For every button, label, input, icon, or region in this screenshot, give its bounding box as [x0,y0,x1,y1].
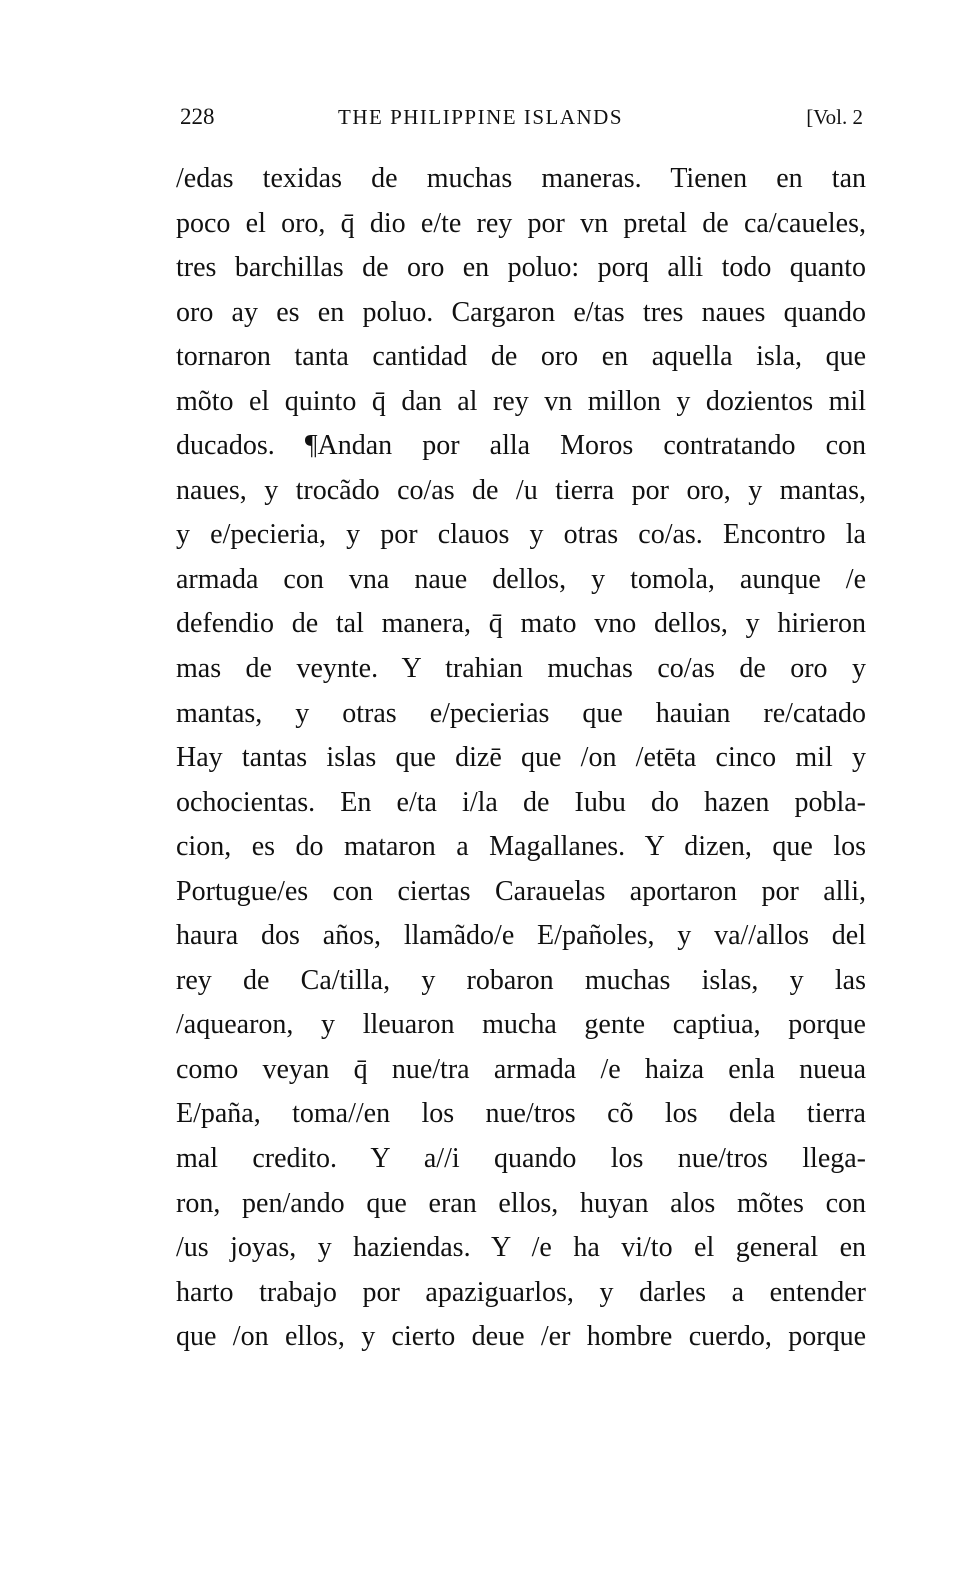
text-line: harto trabajo por apaziguarlos, y darles a entender [176,1276,866,1308]
text-line: ron, pen/ando que eran ellos, huyan alos mõtes con [176,1187,866,1219]
text-line: cion, es do mataron a Magallanes. Y dizen, que los [176,831,866,863]
text-line: y e/pecieria, y por clauos y otras co/as. Encontro la [176,519,866,551]
text-line: Hay tantas islas que dizē que /on /etēta cinco mil y [176,742,866,774]
text-line: E/paña, toma//en los nue/tros cõ los dela tierra [176,1098,866,1130]
text-line: naues, y trocãdo co/as de /u tierra por oro, y mantas, [176,474,866,506]
text-line: tornaron tanta cantidad de oro en aquella isla, que [176,341,866,373]
text-line: /aquearon, y lleuaron mucha gente captiua, porque [176,1009,866,1041]
running-header [180,100,863,134]
page-number: 228 [180,104,215,129]
text-line: ochocientas. En e/ta i/la de Iubu do hazen pobla- [176,786,866,818]
text-line: /us joyas, y haziendas. Y /e ha vi/to el general en [176,1232,866,1264]
text-line: poco el oro, q̄ dio e/te rey por vn pretal de ca/caueles, [176,207,866,239]
text-line: mal credito. Y a//i quando los nue/tros llega- [176,1143,866,1175]
body-text [176,157,866,1360]
text-line: mas de veynte. Y trahian muchas co/as de oro y [176,653,866,685]
text-line: defendio de tal manera, q̄ mato vno dellos, y hirieron [176,608,866,640]
text-line: como veyan q̄ nue/tra armada /e haiza enla nueua [176,1053,866,1085]
text-line: armada con vna naue dellos, y tomola, aunque /e [176,563,866,595]
text-line: ducados. ¶Andan por alla Moros contratando con [176,430,866,462]
text-line: oro ay es en poluo. Cargaron e/tas tres naues quando [176,296,866,328]
text-line: tres barchillas de oro en poluo: porq alli todo quanto [176,252,866,284]
text-line: Portugue/es con ciertas Carauelas aportaron por alli, [176,875,866,907]
volume-label: [Vol. 2 [806,105,863,129]
text-line: mõto el quinto q̄ dan al rey vn millon y dozientos mil [176,385,866,417]
text-line: rey de Ca/tilla, y robaron muchas islas, y las [176,964,866,996]
text-line: haura dos años, llamãdo/e E/pañoles, y va//allos del [176,920,866,952]
text-line: que /on ellos, y cierto deue /er hombre cuerdo, porque [176,1321,866,1353]
running-title: THE PHILIPPINE ISLANDS [338,105,623,129]
text-line: mantas, y otras e/pecierias que hauian re/catado [176,697,866,729]
text-line: /edas texidas de muchas maneras. Tienen en tan [176,163,866,194]
